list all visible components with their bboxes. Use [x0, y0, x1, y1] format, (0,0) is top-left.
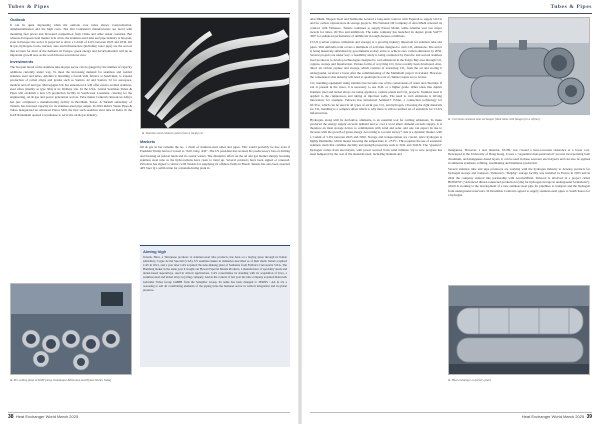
bottom-rule [8, 412, 290, 413]
paragraph-markets: Oil & gas in her remains the no. 1 client of stainless-steel tubes and pipes. This would probably be true even if President Trump had not vowed to "drill, baby, drill". The US president has revoked his predecessor's ban on drilling and fracking on federal lands and in coastal waters. The disruptive effect on the oil and gas market sharply boosting stainless steel tube as the hydrocarbons have risen to trend up. Several contracts have been signed or renewed. Petrobras has signed a contract with Tenaris for supplying its offshore fields in Brazil. Tenaris has also been awarded API Spec Q1 certification for a manufacturing plant in [140, 145, 290, 171]
paragraph-manganese: manganese. However, a new material, SS-H2, was created a heat-corrosion resistance at a lower cost. Developed at the University of Hong Kong, it uses a "sequential dual-passivation" process incorporating both chromium- and manganese-based layers. It can be used in these seawater electrolysers and can also be applied in ammonia synthesis, refining, steelmaking and methanol production. [448, 148, 590, 165]
paragraph-co2: CO₂ handling equipment using stainless has become one of the cornerstones of water and chlorides. If salt is present in the water, it is necessary to use 316L or a higher grade. Other ideas like duplex stainless steel and nickel alloys are being applied to capture plants and CO₂ projects. Stainless steel is applied to the compressors and tubing of injection wells. The need to curb emissions is driving innovation: for example, Tubacex has introduced Sentinel® Prime, a connection technology for OCTGs, which can be used in all types of oil & gas, CO₂ and hydrogen. Choosing the right materials for CO₂ handling is a complex affair which is why there is still no unified set of standards for CCUS infrastructure. [310, 81, 442, 116]
running-head-right: Tubes & Pipes [550, 4, 592, 10]
sidebar-box-aiming-high [140, 245, 290, 367]
heat-exchanger-illustration [449, 18, 590, 115]
factory-plant-illustration [449, 286, 590, 375]
heading-investments: Investments [10, 59, 34, 65]
running-head-left: Tubes & Pipes [8, 4, 50, 10]
left-column-2 [140, 139, 290, 173]
box-text: Tenaris, Hava, a Taiwanese producer of stainless-steel tube products, has been on a buying spree through its Italian subsidiary, Cogne Acciai Speciali (CAS). US seamless maker in industries described as of their multi. Italian acquired CAS in 2021, and a year later CAS acquired the tube-making plant of Saldatura from Fabbrica Carrozzeria S.P.A. The Hamburg maker in the same year it bought out Howard Special Metals Products, a manufacturer of speciality steels and nickel-based superalloys, used in critical applications. CAS consolidates its standing with its acquisition of Inox, a seamless steel and nickel alloy recycling company. And in the context of last year the tube company acquired Rohrwerk Gebruder Tubes Group GMBH from the Salzgitter Group. Its name has been changed to TERNS / AA in all, a reasoning to sell all contributing elements of the piping rules the business sector in vertical integration and in global presence. [143, 255, 287, 292]
heat-exchanger-caption: ► Corrosion-resistant heat exchanger fitted tubes with flanges for a refinery [448, 117, 541, 121]
bottom-rule-right [310, 412, 592, 413]
page-number-left: 38 [8, 414, 14, 420]
publication-left: Heat Exchanger World March 2025 [15, 414, 79, 419]
top-rule-right [310, 13, 592, 14]
paragraph-hydrogen-producers: Several stainless tube and pipe producers are working with the hydrogen industry to develop products for hydrogen storage and transport. Vallourec's "Delphy" storage facility was installed in France in 2023 and in 2024 the company entered into partnership with ArcelorMittal. Tubacex is involved in a project called HOSSEST ("Advanced thread-connected production trying for hydrogen storage in underground formations"), which is working to the development of a new stainless steel pipe for pipelines to transport and the hydrogen from underground reservoirs. In December Centravis agreed to supply stainless-steel pipes to South Korea for a hydrogen [448, 167, 590, 197]
pipe-cutting-photo [10, 283, 132, 375]
heading-markets: Markets [140, 139, 156, 144]
exhaust-photo [140, 17, 290, 129]
heading-outlook: Outlook [10, 17, 26, 22]
paragraph-oilgas: Abu Dhabi. Nippon Steel and Sumitomo secured a long-term contract with Fujairah to supply OCTG and for carbon capture/store & storage projects. The National Oil Company of Abu Dhabi renewed its contract with Vallourec. Tenaris continues to supply Exxon Mobil, while Alleima won two major awards for tubes, OCTGs and umbilicals. The same company has launched its duplex grade SAF™ 3007 for enhanced performance of umbilicals in tough deepsea conditions. [310, 17, 442, 39]
right-column-1 [310, 17, 442, 158]
paragraph-outlook: It can be quite depressing when the outlook over tubes shows overproduction, deindustrialisation and the high costs. The Old Continent's manufacturers are faced with mounting fuel prices and increased competition from China and other Asian countries. But whereas European steel market is in crisis, the stainless-steel tube and pipe industry is buoyant, even in Europe: the sector is projected to show a CAGR of 4.6% between 2023 and 2030. Oil & gas, hydrogen, foods, nuclear, auto and infrastructure (including water pipe) are the sectors that account for most of the demand. In Europe, green energy and decarbonisation will be an important growth area as the world moves towards net zero. [10, 23, 132, 58]
exhaust-caption: ► Stainless-steel exhaust system from a racing car [142, 131, 204, 135]
pipe-cutting-caption: ► Pre-cutting plant at DMV (Arup Giantanpur-Millenium and Hylam Works, India) [10, 378, 112, 382]
top-rule [8, 13, 290, 14]
pipe-plant-illustration [11, 284, 132, 375]
publication-right: Heat Exchanger World March 2025 [521, 414, 585, 419]
paragraph-investments: The buoyant mood of the stainless tube & pipe sector can be gauged by the number of capacity additions currently under way. To meet the increasing demand for seamless and welded stainless steel and tubes, Alleima is installing a fourth Velit furnace at Sandviken, to expand production of rolled alloys and grades such as Sanicro 42 and Sanicro 52 for aerospace, medical and oil and gas. Mercegaglia UK has announced it will offer electro-welded stainless-steel tubes (mainly as type 304) at its Oldbury site. In the USA, Global Seamless Tubes & Pipes will establish a new US production facility in South-west Louisiana, catering for the engineering, oil & gas and power generation sectors. Tube maker Centravis Resources Alloys has just completed a manufacturing facility in Brodham, Texas. A Turkish subsidiary of Tenaris, has invested capacity for its stainless-steel pipe output. In 2024 India's Venus Pipes & Tubes inaugurated an advanced Pierce Mill, the first such seamless steel tube in India. In the UAE Ratnamani opened a warehouse to serve the oil & gas industry. [10, 65, 132, 117]
left-page [0, 0, 298, 424]
left-footer [8, 414, 78, 420]
page-number-right: 39 [586, 414, 592, 420]
left-column-1 [10, 17, 132, 119]
right-page [302, 0, 600, 424]
box-title: Aiming high [143, 249, 167, 254]
paragraph-ccus: CCUS (carbon capture, utilisation and storage) is a growing industry important for stainless tube and pipes. This umbrella term covers a multitude of activities designed to curb CO₂ emissions. The sector is being massively subsidised by governments as they strive to achieve zero carbon emissions by 2050. Several projects are under way: a feasibility study is being conducted by Petrofac and several stainless steel producers to develop technologies designed to curb emissions in the Tokyo Bay area through CO₂ capture, storage and liquefaction. Various forms of recycling CO₂ have recently been developed. Also, direct air carbon capture and storage, which consists of extracting CO₂ from the air and storing it underground, received a boost after the commissioning of the Mammoth project in Iceland. However, the consensus is that industry will need to quadruple its rate of climate targets are to be met. [310, 40, 442, 79]
right-column-2 [448, 148, 590, 199]
right-footer [522, 414, 592, 420]
paragraph-hydrogen: Hydrogen, along with its derivative, ammonia, is an essential tool for curbing emissions. To make produced the energy supply exceeds demand and to cool a local smart demand exceeds supply. It is therefore an ideal storage device to combination with wind and solar, and one can expect its use to increase with the growth of green energy. According to a recent survey*, this is a dynamic market, with a CAGR of 5.9% between 2025 and 2050. Storage and transportation are crucial, since hydrogen is highly flammable, which means lowering the temperature to -253°C. This requires the use of austenitic stainless steels that combine ductility and strength properties such as 316L and 316LN. The "greenest" hydrogen comes from electrolysis, with power sourced from wind turbines. Up to now progress has been hampered by the cost of the materials used, including titanium and [310, 117, 442, 156]
heat-exchanger-photo [448, 17, 590, 115]
factory-plant-caption: ► Heat exchanger on factory plant [448, 378, 491, 382]
factory-plant-photo [448, 285, 590, 375]
exhaust-system-illustration [141, 18, 290, 129]
